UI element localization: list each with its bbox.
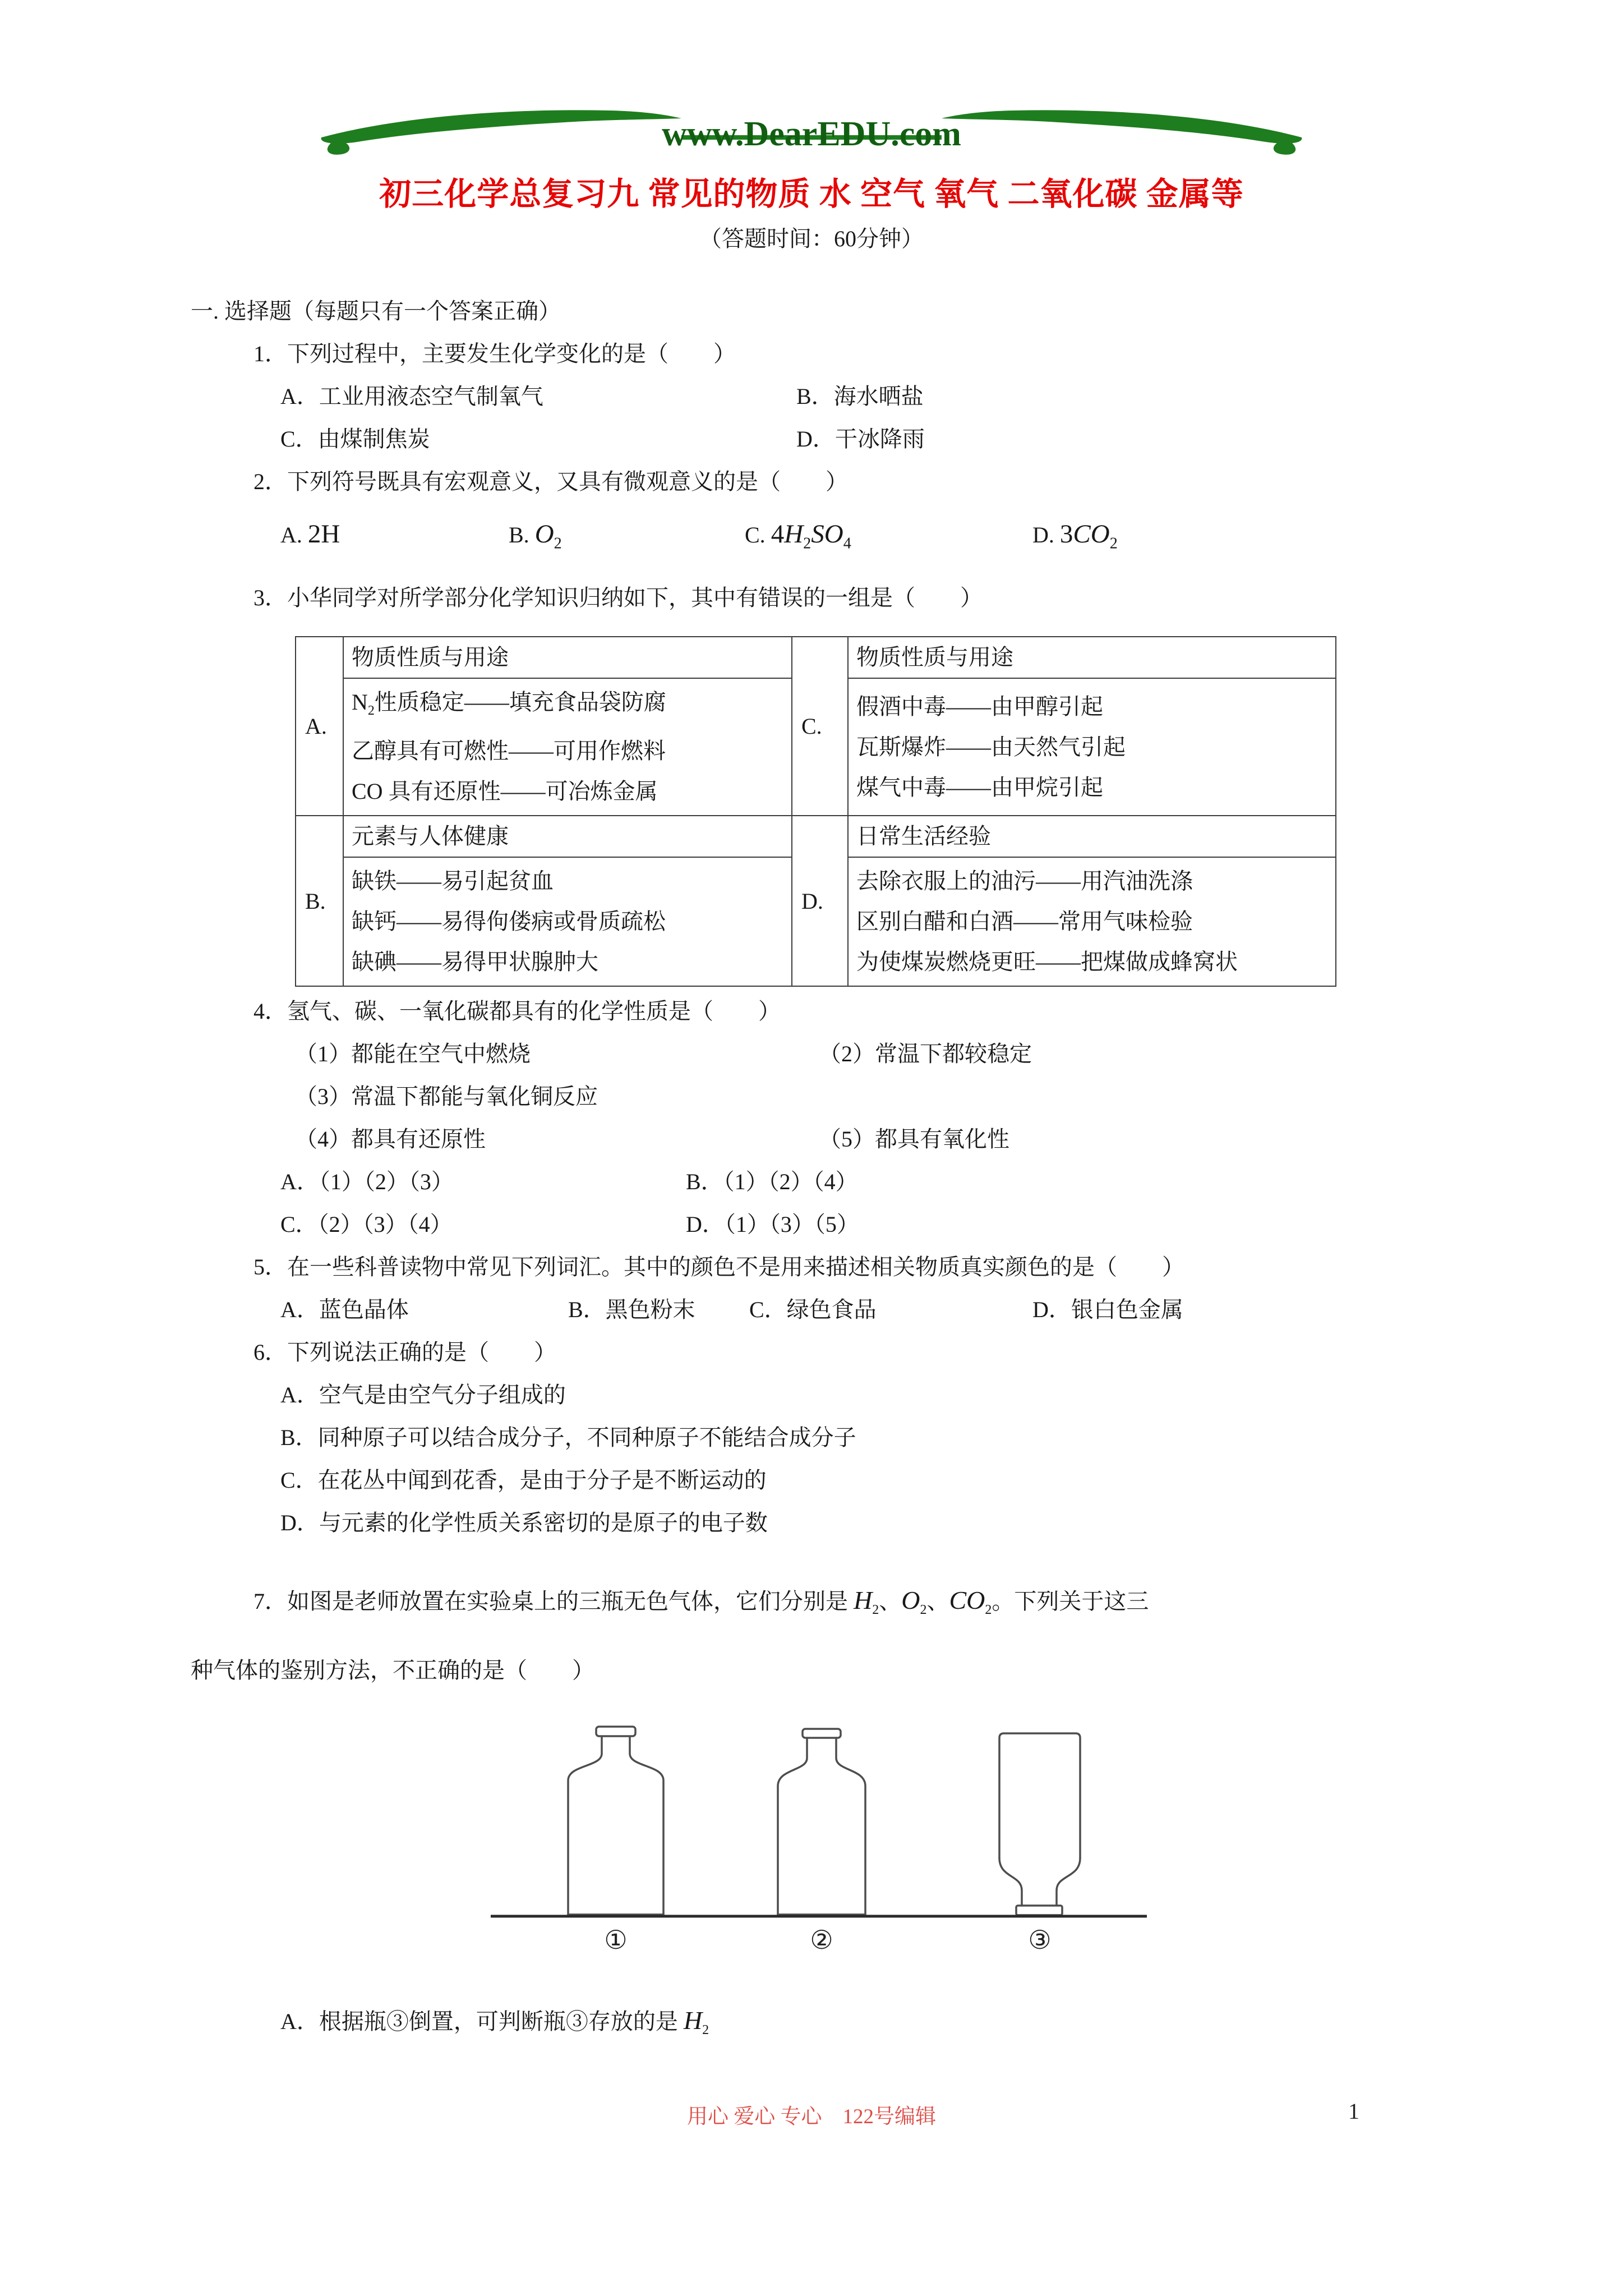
q4-statements-row-1 <box>295 1033 1432 1075</box>
q2-options-row <box>280 509 1432 569</box>
q3-cell-b <box>343 857 792 986</box>
q3-cell-a-line-2: 乙醇具有可燃性——可用作燃料 <box>352 738 666 764</box>
q5-option-a: A．蓝色晶体 <box>280 1297 409 1323</box>
q4-option-d: D．（1）（3）（5） <box>686 1212 859 1237</box>
bottle-2 <box>778 1729 865 1915</box>
logo-graphic <box>318 104 1305 160</box>
q3-cell-b-line-3: 缺碘——易得甲状腺肿大 <box>352 949 598 975</box>
q7-stem: 7．如图是老师放置在实验桌上的三瓶无色气体，它们分别是 $H_2$、$O_2$、$CO_2$。下列关于这三 种气体的鉴别方法，不正确的是（ ） <box>191 1586 1149 1683</box>
q2-option-a-formula: 2H <box>307 519 340 549</box>
logo <box>318 104 1305 160</box>
q1-option-c: C．由煤制焦炭 <box>280 426 430 452</box>
q2-option-c-formula: $4H_2SO_4$ <box>771 519 851 553</box>
q5-stem: 5．在一些科普读物中常见下列词汇。其中的颜色不是用来描述相关物质真实颜色的是（ ） <box>253 1254 1184 1280</box>
q1-stem: 1．下列过程中，主要发生化学变化的是（ ） <box>253 341 736 366</box>
bottle-1 <box>568 1727 663 1915</box>
q1-option-d: D．干冰降雨 <box>796 426 925 452</box>
q4-options-row-2 <box>280 1203 1432 1246</box>
bottle-1-label: ① <box>604 1926 628 1955</box>
q3-label-c: C. <box>792 637 848 816</box>
q2-option-a <box>280 509 509 560</box>
q6-option-a: A．空气是由空气分子组成的 <box>280 1382 566 1408</box>
q3-table-header-row-2 <box>296 816 1336 857</box>
q4-statement-4: （4）都具有还原性 <box>295 1126 486 1152</box>
q5-options-row <box>280 1289 1432 1331</box>
q3-cell-c <box>848 678 1336 816</box>
q7-option-a: A．根据瓶③倒置，可判断瓶③存放的是 $H_2$ <box>280 2006 709 2038</box>
page-number: 1 <box>1348 2099 1359 2124</box>
q3-label-b: B. <box>296 816 343 986</box>
q6-option-c: C．在花丛中闻到花香，是由于分子是不断运动的 <box>280 1467 767 1493</box>
q4-option-b: B．（1）（2）（4） <box>686 1169 858 1195</box>
q4-statement-3: （3）常温下都能与氧化铜反应 <box>295 1084 598 1110</box>
q3-cell-b-line-1: 缺铁——易引起贫血 <box>352 868 554 894</box>
time-note: （答题时间：60分钟） <box>699 226 924 251</box>
q5-option-d: D．银白色金属 <box>1032 1297 1183 1323</box>
q1-options-row-2 <box>280 418 1432 461</box>
logo-swoosh-left <box>321 110 681 143</box>
q4-stem: 4．氢气、碳、一氧化碳都具有的化学性质是（ ） <box>253 999 781 1024</box>
q6-option-b: B．同种原子可以结合成分子，不同种原子不能结合成分子 <box>280 1425 856 1451</box>
q3-header-b: 元素与人体健康 <box>343 816 792 857</box>
q3-cell-d <box>848 857 1336 986</box>
q3-cell-d-line-2: 区别白醋和白酒——常用气味检验 <box>856 909 1193 935</box>
q2-option-c <box>745 509 1032 569</box>
q3-cell-a-line-3: CO 具有还原性——可冶炼金属 <box>352 779 658 804</box>
q4-statement-1: （1）都能在空气中燃烧 <box>295 1041 531 1067</box>
q3-cell-c-line-3: 煤气中毒——由甲烷引起 <box>856 774 1103 800</box>
q3-stem: 3．小华同学对所学部分化学知识归纳如下，其中有错误的一组是（ ） <box>253 585 983 611</box>
q3-label-a: A. <box>296 637 343 816</box>
bottles-illustration <box>482 1717 1155 1958</box>
q4-statement-5: （5）都具有氧化性 <box>819 1126 1009 1152</box>
q2-option-d <box>1032 509 1118 569</box>
q6-stem: 6．下列说法正确的是（ ） <box>253 1340 556 1365</box>
q3-cell-c-line-1: 假酒中毒——由甲醇引起 <box>856 693 1103 719</box>
section-heading: 一. 选择题（每题只有一个答案正确） <box>191 298 561 324</box>
q6-option-d: D．与元素的化学性质关系密切的是原子的电子数 <box>280 1510 768 1536</box>
logo-text: www.DearEDU.com <box>662 115 961 153</box>
q1-option-b: B．海水晒盐 <box>796 384 924 409</box>
logo-swoosh-right <box>942 110 1302 143</box>
q4-option-c: C．（2）（3）（4） <box>280 1212 453 1237</box>
bottle-2-label: ② <box>810 1926 833 1955</box>
q2-option-d-label: D. <box>1032 522 1054 547</box>
q3-cell-d-line-3: 为使煤炭燃烧更旺——把煤做成蜂窝状 <box>856 949 1238 975</box>
q3-label-d: D. <box>792 816 848 986</box>
bottle-3-label: ③ <box>1028 1926 1052 1955</box>
q4-statement-2: （2）常温下都较稳定 <box>819 1041 1032 1067</box>
q2-option-b-formula: $O_2$ <box>534 519 562 553</box>
q4-option-a: A．（1）（2）（3） <box>280 1169 454 1195</box>
q5-option-b: B．黑色粉末 <box>568 1297 695 1323</box>
q4-statements-row-2 <box>295 1118 1432 1161</box>
q3-header-c: 物质性质与用途 <box>848 637 1336 678</box>
q3-cell-c-line-2: 瓦斯爆炸——由天然气引起 <box>856 734 1126 760</box>
q4-options-row-1 <box>280 1161 1432 1203</box>
q3-header-a: 物质性质与用途 <box>343 637 792 678</box>
footer-note: 用心 爱心 专心 122号编辑 <box>687 2105 936 2128</box>
q3-cell-a <box>343 678 792 816</box>
q1-option-a: A．工业用液态空气制氧气 <box>280 384 543 409</box>
q3-table-header-row-1 <box>296 637 1336 678</box>
q3-cell-a-line-1: $N_2$性质稳定——填充食品袋防腐 <box>352 689 666 719</box>
bottle-3-inverted <box>999 1733 1080 1915</box>
q2-option-d-formula: $3CO_2$ <box>1059 519 1118 553</box>
q7-figure <box>482 1717 1155 1963</box>
q2-option-a-label: A. <box>280 522 302 547</box>
q2-option-b <box>509 509 745 569</box>
q3-header-d: 日常生活经验 <box>848 816 1336 857</box>
q2-stem: 2．下列符号既具有宏观意义，又具有微观意义的是（ ） <box>253 469 848 494</box>
q5-option-c: C．绿色食品 <box>749 1297 877 1323</box>
q1-options-row-1 <box>280 375 1432 418</box>
q3-table <box>295 636 1336 987</box>
q3-cell-b-line-2: 缺钙——易得佝偻病或骨质疏松 <box>352 909 666 935</box>
q2-option-b-label: B. <box>509 522 529 547</box>
page-title: 初三化学总复习九 常见的物质 水 空气 氧气 二氧化碳 金属等 <box>379 177 1244 212</box>
q2-option-c-label: C. <box>745 522 766 547</box>
q3-cell-d-line-1: 去除衣服上的油污——用汽油洗涤 <box>856 868 1193 894</box>
